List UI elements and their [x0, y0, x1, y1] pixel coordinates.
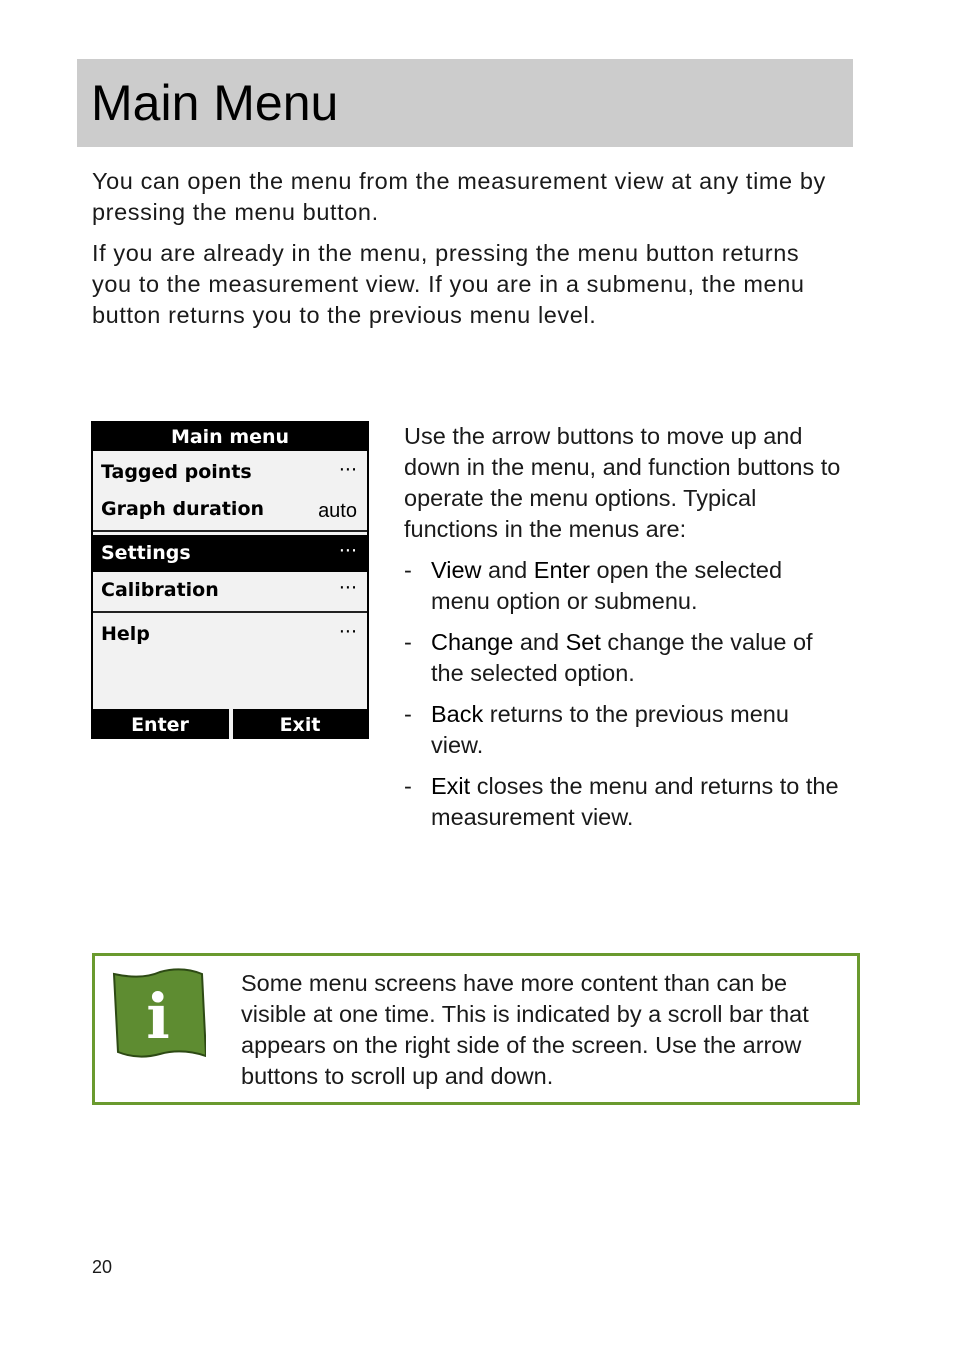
page-title: Main Menu: [91, 75, 339, 131]
keyword: Set: [565, 629, 601, 655]
menu-item-settings: [93, 535, 367, 572]
intro-paragraph-1: You can open the menu from the measurement view at any time by pressing the menu button.: [92, 168, 826, 225]
menu-item-label: Tagged points: [101, 461, 252, 483]
more-icon: ···: [338, 540, 357, 562]
keyword: Back: [431, 701, 484, 727]
softkey-exit: Exit: [279, 714, 321, 736]
more-icon: ···: [338, 621, 357, 643]
list-text: returns to the previous menu view.: [431, 701, 789, 758]
menu-item-label: Calibration: [101, 579, 219, 601]
more-icon: ···: [338, 459, 357, 481]
more-icon: ···: [338, 577, 357, 599]
bullet-dash: -: [404, 701, 412, 727]
device-screen-illustration: [91, 421, 369, 739]
menu-item-calibration: [93, 572, 367, 609]
screen-header: Main menu: [170, 426, 290, 448]
info-icon-letter: i: [146, 980, 170, 1053]
list-text: closes the menu and returns to the measurement view.: [431, 773, 839, 830]
screen-menu-list: [93, 451, 367, 709]
keyword: Exit: [431, 773, 471, 799]
page-number: 20: [92, 1257, 113, 1277]
bullet-dash: -: [404, 557, 412, 583]
title-bar: [77, 59, 853, 147]
menu-divider: [93, 530, 367, 532]
list-item: [404, 771, 844, 833]
info-note: [92, 953, 860, 1105]
list-item: [404, 555, 844, 617]
keyword: Enter: [533, 557, 590, 583]
menu-item-graph-duration: [93, 491, 367, 528]
keyword: View: [431, 557, 482, 583]
menu-item-help: [93, 616, 367, 653]
list-item: [404, 699, 844, 761]
menu-item-label: Help: [101, 623, 150, 645]
functions-description: [404, 421, 844, 843]
softkey-enter: Enter: [131, 714, 189, 736]
intro-paragraph-2: If you are already in the menu, pressing the menu button returns you to the measurement view. If you are in a submenu, the menu button returns you to the previous menu level.: [92, 240, 805, 328]
menu-item-label: Settings: [101, 542, 191, 564]
functions-list: [404, 555, 844, 833]
list-text: and: [481, 557, 534, 583]
menu-item-label: Graph duration: [101, 498, 265, 520]
info-icon: [112, 968, 206, 1060]
list-text: open the selected menu option or submenu.: [431, 557, 783, 614]
list-item: [404, 627, 844, 689]
screen-softkeys: [91, 709, 369, 739]
list-text: and: [513, 629, 566, 655]
bullet-dash: -: [404, 629, 412, 655]
functions-intro: Use the arrow buttons to move up and down in the menu, and function buttons to operate the menu options. Typical functions in the menus are:: [404, 423, 841, 542]
keyword: Change: [431, 629, 514, 655]
intro-text: [92, 166, 832, 341]
bullet-dash: -: [404, 773, 412, 799]
menu-item-tagged-points: [93, 454, 367, 491]
menu-divider: [93, 611, 367, 613]
info-note-text: Some menu screens have more content than can be visible at one time. This is indicated by a scroll bar that appears on the right side of the screen. Use the arrow buttons to scroll up and down.: [241, 970, 809, 1089]
menu-item-value: auto: [318, 500, 357, 522]
list-text: change the value of the selected option.: [431, 629, 813, 686]
